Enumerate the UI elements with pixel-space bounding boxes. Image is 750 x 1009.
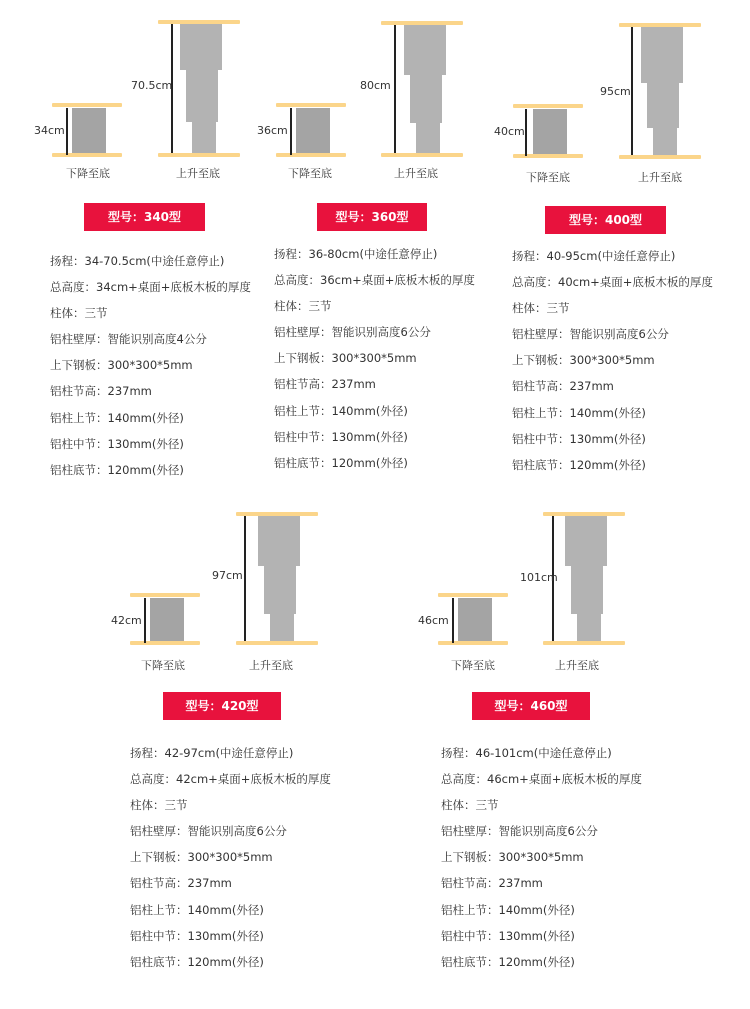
column-middle-section [410, 75, 442, 123]
spec-top-section: 铝柱上节：140mm(外径) [274, 403, 408, 418]
min-height-label: 46cm [418, 614, 449, 627]
column-middle-section [571, 566, 603, 614]
retracted-bottom-plate [52, 153, 122, 157]
extended-bottom-plate [619, 155, 701, 159]
spec-bottom-section: 铝柱底节：120mm(外径) [441, 954, 575, 969]
retracted-dimension-line [452, 598, 454, 643]
model-badge: 型号：360型 [317, 203, 427, 231]
retracted-dimension-line [66, 108, 68, 155]
retracted-bottom-plate [276, 153, 346, 157]
column-top-section [180, 24, 222, 70]
spec-wall: 铝柱壁厚：智能识别高度6公分 [130, 824, 287, 839]
model-badge: 型号：400型 [545, 206, 666, 234]
column-middle-section [264, 566, 296, 614]
column-top-section [404, 25, 446, 75]
spec-middle-section: 铝柱中节：130mm(外径) [512, 431, 646, 446]
extended-bottom-plate [236, 641, 318, 645]
spec-bottom-section: 铝柱底节：120mm(外径) [274, 455, 408, 470]
column-bottom-section [416, 123, 440, 153]
retracted-top-plate [130, 593, 200, 597]
min-height-label: 36cm [257, 124, 288, 137]
highest-caption: 上升至底 [249, 659, 293, 672]
lowest-caption: 下降至底 [141, 659, 185, 672]
column-bottom-section [192, 122, 216, 153]
model-badge: 型号：340型 [84, 203, 205, 231]
spec-wall: 铝柱壁厚：智能识别高度6公分 [274, 325, 431, 340]
column-bottom-section [577, 614, 601, 641]
highest-caption: 上升至底 [555, 659, 599, 672]
retracted-bottom-plate [130, 641, 200, 645]
spec-total-height: 总高度：40cm+桌面+底板木板的厚度 [512, 275, 713, 290]
column-bottom-section [270, 614, 294, 641]
spec-bottom-section: 铝柱底节：120mm(外径) [512, 457, 646, 472]
column-middle-section [186, 70, 218, 122]
retracted-column [296, 108, 330, 155]
lowest-caption: 下降至底 [526, 171, 570, 184]
spec-plates: 上下钢板：300*300*5mm [274, 351, 417, 366]
min-height-label: 40cm [494, 125, 525, 138]
retracted-column [150, 598, 184, 643]
spec-total-height: 总高度：36cm+桌面+底板木板的厚度 [274, 273, 475, 288]
retracted-column [72, 108, 106, 155]
spec-total-height: 总高度：42cm+桌面+底板木板的厚度 [130, 772, 331, 787]
spec-total-height: 总高度：34cm+桌面+底板木板的厚度 [50, 280, 251, 295]
extended-bottom-plate [158, 153, 240, 157]
spec-middle-section: 铝柱中节：130mm(外径) [441, 928, 575, 943]
retracted-column [533, 109, 567, 156]
spec-plates: 上下钢板：300*300*5mm [130, 850, 273, 865]
lowest-caption: 下降至底 [66, 167, 110, 180]
model-badge: 型号：420型 [163, 692, 281, 720]
column-top-section [641, 27, 683, 83]
max-height-label: 80cm [360, 79, 391, 92]
spec-column: 柱体：三节 [130, 798, 188, 813]
spec-column: 柱体：三节 [50, 306, 108, 321]
spec-list [441, 745, 642, 980]
spec-list [274, 246, 475, 481]
spec-top-section: 铝柱上节：140mm(外径) [130, 902, 264, 917]
max-height-label: 97cm [212, 569, 243, 582]
spec-section-height: 铝柱节高：237mm [50, 384, 152, 399]
min-height-label: 42cm [111, 614, 142, 627]
min-height-label: 34cm [34, 124, 65, 137]
lowest-caption: 下降至底 [288, 167, 332, 180]
column-middle-section [647, 83, 679, 128]
extended-bottom-plate [381, 153, 463, 157]
retracted-dimension-line [144, 598, 146, 643]
spec-column: 柱体：三节 [441, 798, 499, 813]
spec-bottom-section: 铝柱底节：120mm(外径) [50, 462, 184, 477]
spec-total-height: 总高度：46cm+桌面+底板木板的厚度 [441, 772, 642, 787]
max-height-label: 70.5cm [131, 79, 173, 92]
spec-list [512, 248, 713, 483]
spec-middle-section: 铝柱中节：130mm(外径) [130, 928, 264, 943]
retracted-bottom-plate [513, 154, 583, 158]
column-top-section [258, 516, 300, 566]
spec-section-height: 铝柱节高：237mm [274, 377, 376, 392]
retracted-column [458, 598, 492, 643]
spec-plates: 上下钢板：300*300*5mm [512, 353, 655, 368]
spec-stroke: 扬程：42-97cm(中途任意停止) [130, 746, 294, 760]
retracted-bottom-plate [438, 641, 508, 645]
spec-section-height: 铝柱节高：237mm [130, 876, 232, 891]
max-height-label: 101cm [520, 571, 558, 584]
spec-middle-section: 铝柱中节：130mm(外径) [50, 436, 184, 451]
highest-caption: 上升至底 [176, 167, 220, 180]
highest-caption: 上升至底 [394, 167, 438, 180]
spec-wall: 铝柱壁厚：智能识别高度6公分 [441, 824, 598, 839]
spec-list [50, 253, 251, 488]
column-bottom-section [653, 128, 677, 155]
retracted-dimension-line [525, 109, 527, 156]
spec-section-height: 铝柱节高：237mm [441, 876, 543, 891]
extended-bottom-plate [543, 641, 625, 645]
spec-column: 柱体：三节 [274, 299, 332, 314]
spec-plates: 上下钢板：300*300*5mm [441, 850, 584, 865]
spec-wall: 铝柱壁厚：智能识别高度4公分 [50, 332, 207, 347]
spec-top-section: 铝柱上节：140mm(外径) [441, 902, 575, 917]
spec-stroke: 扬程：40-95cm(中途任意停止) [512, 249, 676, 263]
column-top-section [565, 516, 607, 566]
spec-section-height: 铝柱节高：237mm [512, 379, 614, 394]
spec-stroke: 扬程：46-101cm(中途任意停止) [441, 746, 612, 760]
spec-column: 柱体：三节 [512, 301, 570, 316]
spec-top-section: 铝柱上节：140mm(外径) [50, 410, 184, 425]
lowest-caption: 下降至底 [451, 659, 495, 672]
retracted-top-plate [513, 104, 583, 108]
extended-dimension-line [631, 27, 633, 155]
spec-stroke: 扬程：36-80cm(中途任意停止) [274, 247, 438, 261]
spec-wall: 铝柱壁厚：智能识别高度6公分 [512, 327, 669, 342]
model-badge: 型号：460型 [472, 692, 590, 720]
retracted-top-plate [438, 593, 508, 597]
spec-list [130, 745, 331, 980]
retracted-dimension-line [290, 108, 292, 155]
retracted-top-plate [52, 103, 122, 107]
spec-bottom-section: 铝柱底节：120mm(外径) [130, 954, 264, 969]
spec-top-section: 铝柱上节：140mm(外径) [512, 405, 646, 420]
extended-dimension-line [394, 25, 396, 153]
max-height-label: 95cm [600, 85, 631, 98]
retracted-top-plate [276, 103, 346, 107]
spec-stroke: 扬程：34-70.5cm(中途任意停止) [50, 254, 225, 268]
spec-plates: 上下钢板：300*300*5mm [50, 358, 193, 373]
highest-caption: 上升至底 [638, 171, 682, 184]
spec-middle-section: 铝柱中节：130mm(外径) [274, 429, 408, 444]
extended-dimension-line [244, 516, 246, 641]
